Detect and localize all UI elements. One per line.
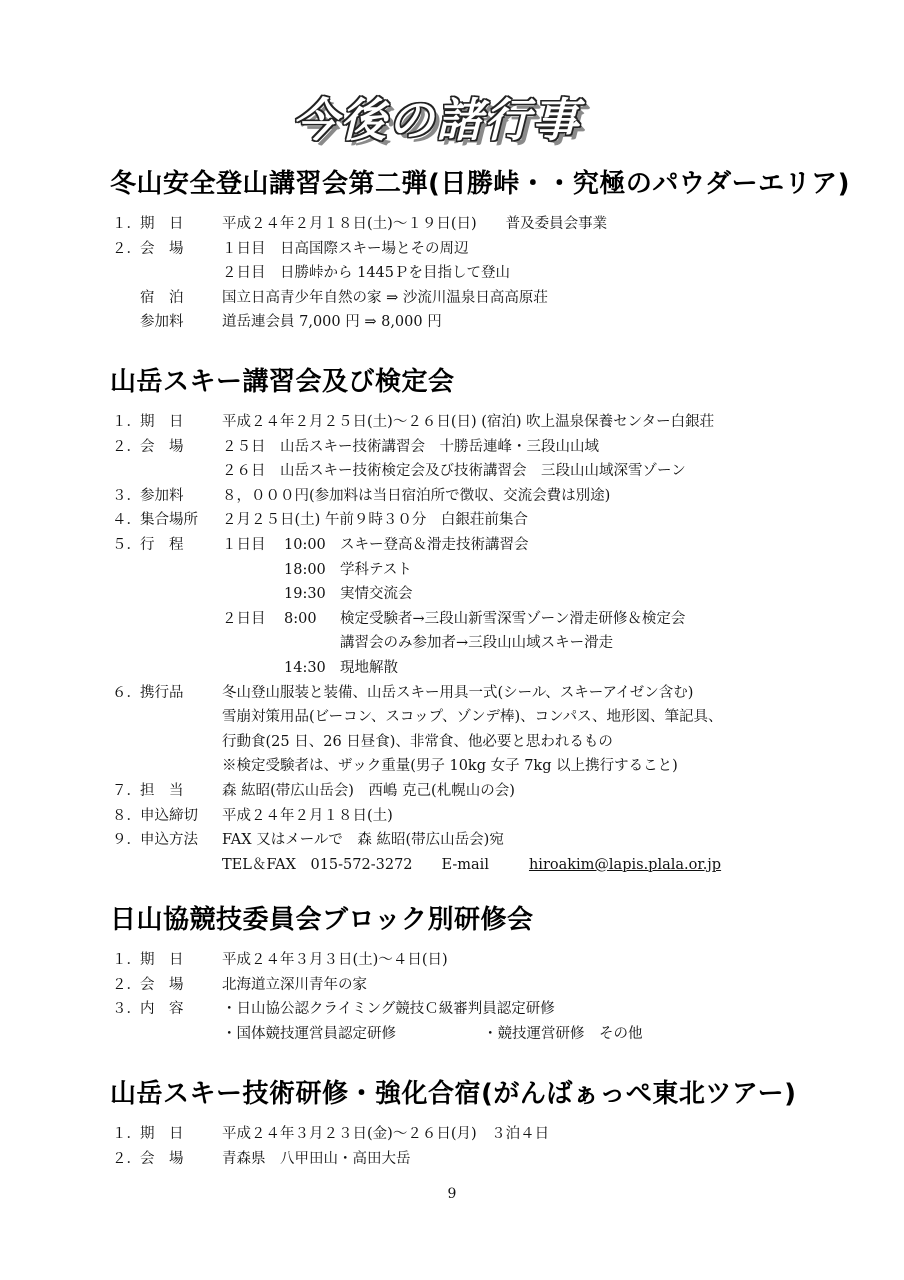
schedule-row xyxy=(0,656,904,681)
schedule-row xyxy=(0,607,904,632)
schedule-row xyxy=(0,533,904,558)
row-value: 平成２４年２月１８日(土) xyxy=(222,807,393,824)
row-value: 道岳連会員 7,000 円 ⇒ 8,000 円 xyxy=(222,314,442,331)
row-label: 期 日 xyxy=(140,952,184,968)
row-label: 集合場所 xyxy=(140,512,198,529)
info-row xyxy=(0,484,904,509)
schedule-row xyxy=(0,582,904,607)
info-row xyxy=(0,853,904,878)
row-label: 期 日 xyxy=(140,1126,184,1142)
row-label: 申込締切 xyxy=(140,807,198,824)
row-number: ４． xyxy=(112,512,141,529)
row-label: 携行品 xyxy=(140,684,184,701)
info-row xyxy=(0,997,904,1022)
info-row xyxy=(0,459,904,484)
info-row xyxy=(0,948,904,973)
section-title: 山岳スキー講習会及び検定会 xyxy=(110,367,455,397)
row-value: ２日目 日勝峠から 1445Ｐを目指して登山 xyxy=(222,265,511,282)
row-number: １． xyxy=(112,216,141,232)
row-value: FAX 又はメールで 森 紘昭(帯広山岳会)宛 xyxy=(222,832,504,849)
schedule-row xyxy=(0,558,904,583)
info-row xyxy=(0,779,904,804)
schedule-time: 19:30 xyxy=(284,586,326,603)
row-value: 平成２４年３月２３日(金)～２６日(月) ３泊４日 xyxy=(222,1126,550,1142)
row-label: 期 日 xyxy=(140,414,184,430)
contact-phone: TEL＆FAX 015-572-3272 E-mail xyxy=(222,856,489,873)
contact-row xyxy=(222,853,721,878)
row-label: 内 容 xyxy=(140,1001,184,1018)
schedule-text: スキー登高＆滑走技術講習会 xyxy=(340,536,529,553)
row-number: ３． xyxy=(112,487,141,504)
row-label: 会 場 xyxy=(140,438,184,455)
row-number: ２． xyxy=(112,240,141,257)
info-row xyxy=(0,754,904,779)
row-label: 宿 泊 xyxy=(140,289,184,306)
schedule-text: 検定受験者→三段山新雪深雪ゾーン滑走研修＆検定会 xyxy=(340,610,686,627)
row-value: ２月２５日(土) 午前９時３０分 白銀荘前集合 xyxy=(222,512,528,529)
row-value: ※検定受験者は、ザック重量(男子 10kg 女子 7kg 以上携行すること) xyxy=(222,758,678,775)
row-number: ５． xyxy=(112,536,141,553)
section-title: 山岳スキー技術研修・強化合宿(がんばぁっぺ東北ツアー) xyxy=(110,1079,797,1109)
schedule-day: ２日目 xyxy=(222,610,266,627)
info-row xyxy=(0,1147,904,1172)
schedule-day: １日目 xyxy=(222,536,266,553)
row-number: ８． xyxy=(112,807,141,824)
schedule-time: 14:30 xyxy=(284,659,326,676)
info-row xyxy=(0,705,904,730)
info-row xyxy=(0,973,904,998)
row-label: 行 程 xyxy=(140,536,184,553)
section-rows xyxy=(0,410,904,877)
info-row xyxy=(0,1022,904,1047)
row-number: ６． xyxy=(112,684,141,701)
page-title: 今後の諸行事 xyxy=(292,93,580,147)
section-rows xyxy=(0,1122,904,1171)
schedule-time: 10:00 xyxy=(284,536,326,553)
info-row xyxy=(0,410,904,435)
schedule-text: 実情交流会 xyxy=(340,586,413,603)
row-value: ・国体競技運営員認定研修 ・競技運営研修 その他 xyxy=(222,1025,643,1042)
row-value: ８，０００円(参加料は当日宿泊所で徴収、交流会費は別途) xyxy=(222,487,611,504)
email-link[interactable]: hiroakim@lapis.plala.or.jp xyxy=(528,856,722,873)
info-row xyxy=(0,828,904,853)
schedule-time: 8:00 xyxy=(284,610,317,627)
info-row xyxy=(0,286,904,311)
row-label: 申込方法 xyxy=(140,832,198,849)
info-row xyxy=(0,435,904,460)
row-number: ２． xyxy=(112,976,141,993)
info-row xyxy=(0,730,904,755)
row-number: １． xyxy=(112,952,141,968)
page-number: 9 xyxy=(447,1186,457,1202)
row-number: ７． xyxy=(112,782,141,799)
row-value: 国立日高青少年自然の家 ⇒ 沙流川温泉日高高原荘 xyxy=(222,289,548,306)
row-label: 期 日 xyxy=(140,216,184,232)
row-value: 平成２４年３月３日(土)～４日(日) xyxy=(222,952,448,968)
row-value: ・日山協公認クライミング競技Ｃ級審判員認定研修 xyxy=(222,1001,555,1018)
row-value: １日目 日高国際スキー場とその周辺 xyxy=(222,240,469,257)
row-label: 参加料 xyxy=(140,487,184,504)
row-label: 会 場 xyxy=(140,976,184,993)
row-number: ２． xyxy=(112,1150,141,1167)
row-number: ９． xyxy=(112,832,141,849)
section-rows xyxy=(0,212,904,335)
schedule-time: 18:00 xyxy=(284,561,326,578)
info-row xyxy=(0,310,904,335)
info-row xyxy=(0,681,904,706)
row-value: ２６日 山岳スキー技術検定会及び技術講習会 三段山山域深雪ゾーン xyxy=(222,463,686,480)
row-value: 雪崩対策用品(ビーコン、スコップ、ゾンデ棒)、コンパス、地形図、筆記具、 xyxy=(222,709,723,726)
row-label: 担 当 xyxy=(140,782,184,799)
info-row xyxy=(0,1122,904,1147)
row-label: 会 場 xyxy=(140,1150,184,1167)
row-number: １． xyxy=(112,414,141,430)
row-label: 会 場 xyxy=(140,240,184,257)
row-value: 森 紘昭(帯広山岳会) 西嶋 克己(札幌山の会) xyxy=(222,782,515,799)
schedule-text: 講習会のみ参加者→三段山山域スキー滑走 xyxy=(340,635,614,652)
info-row xyxy=(0,261,904,286)
schedule-row xyxy=(0,631,904,656)
row-value: 行動食(25 日、26 日昼食)、非常食、他必要と思われるもの xyxy=(222,733,613,750)
info-row xyxy=(0,237,904,262)
row-value: ２５日 山岳スキー技術講習会 十勝岳連峰・三段山山域 xyxy=(222,438,599,455)
info-row xyxy=(0,804,904,829)
row-number: ３． xyxy=(112,1001,141,1018)
row-value: 冬山登山服装と装備、山岳スキー用具一式(シール、スキーアイゼン含む) xyxy=(222,684,694,701)
row-value: 平成２４年２月２５日(土)～２６日(日) (宿泊) 吹上温泉保養センター白銀荘 xyxy=(222,414,715,430)
row-value: 青森県 八甲田山・高田大岳 xyxy=(222,1150,411,1167)
section-rows xyxy=(0,948,904,1046)
schedule-text: 現地解散 xyxy=(340,659,398,676)
row-number: １． xyxy=(112,1126,141,1142)
section-title: 日山協競技委員会ブロック別研修会 xyxy=(110,905,534,935)
schedule-text: 学科テスト xyxy=(340,561,412,578)
row-value: 北海道立深川青年の家 xyxy=(222,976,367,993)
info-row xyxy=(0,508,904,533)
row-number: ２． xyxy=(112,438,141,455)
row-label: 参加料 xyxy=(140,314,184,331)
section-title: 冬山安全登山講習会第二弾(日勝峠・・究極のパウダーエリア) xyxy=(110,169,851,199)
row-value: 平成２４年２月１８日(土)～１９日(日) 普及委員会事業 xyxy=(222,216,608,232)
info-row xyxy=(0,212,904,237)
